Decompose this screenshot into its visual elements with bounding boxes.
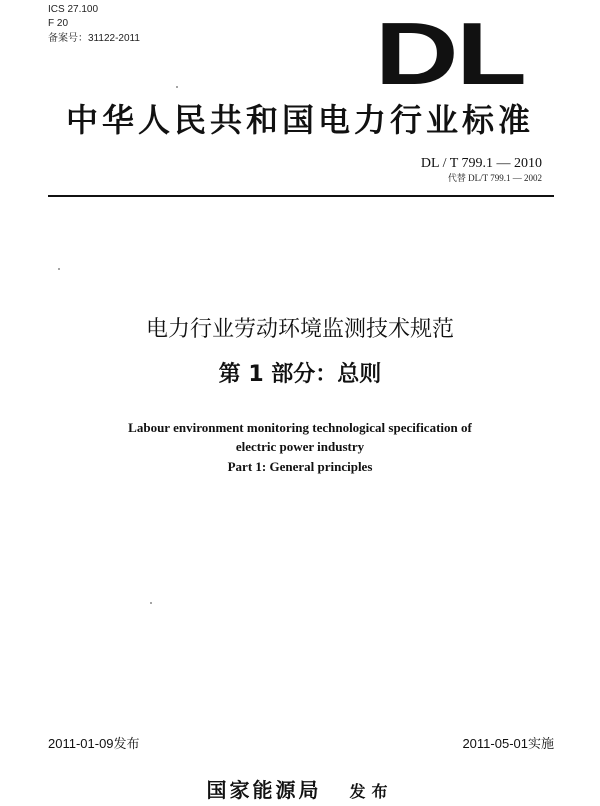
dl-logo: DL [374, 4, 524, 103]
title-en-line2: electric power industry [235, 439, 365, 454]
issuer [0, 776, 600, 806]
issuer-name: 国家能源局 [206, 778, 322, 802]
category-code: F 20 [48, 18, 69, 29]
filing-number: 备案号：31122-2011 [48, 33, 140, 44]
publish-date: 2011-01-09发布 [48, 736, 140, 751]
title-zh-part: 第 1 部分：总则 [218, 362, 382, 387]
standard-number: DL / T 799.1 — 2010 [420, 156, 542, 171]
org-title: 中华人民共和国电力行业标准 [65, 101, 534, 139]
replaces-standard: 代替 DL/T 799.1 — 2002 [447, 173, 542, 183]
scan-speck [176, 86, 178, 88]
scan-speck [150, 602, 152, 604]
ics-code: ICS 27.100 [48, 4, 99, 15]
scan-speck [58, 268, 60, 270]
title-zh-main: 电力行业劳动环境监测技术规范 [145, 317, 454, 342]
title-en-line3: Part 1: General principles [227, 459, 373, 474]
title-en-line1: Labour environment monitoring technological specification of [128, 420, 472, 435]
issuer-action: 发布 [349, 782, 394, 801]
header-rule [48, 195, 554, 197]
effective-date: 2011-05-01实施 [462, 736, 554, 751]
